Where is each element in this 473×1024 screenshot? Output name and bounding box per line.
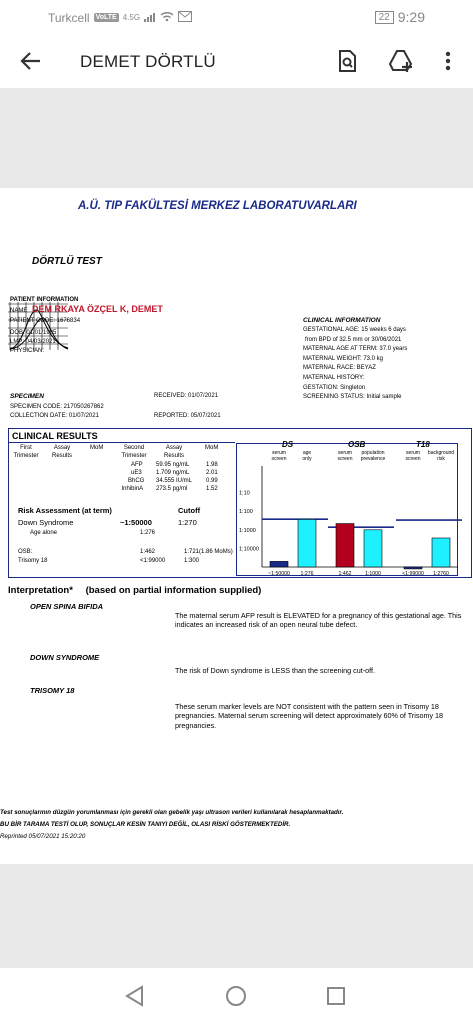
- risk-heading: Risk Assessment (at term): [18, 506, 112, 515]
- analyte-value: 273.5 pg/ml: [156, 486, 188, 492]
- analyte-name: BhCG: [128, 478, 145, 484]
- bar-series-label: prevalence: [360, 456, 386, 462]
- bar-tick-label: 1:462: [338, 571, 352, 577]
- patient-section-label: PATIENT INFORMATION: [10, 297, 79, 303]
- name-label: NAME: [10, 308, 28, 314]
- y-tick-label: 1:100: [239, 509, 253, 516]
- drive-add-icon[interactable]: [388, 48, 414, 74]
- app-bar: [0, 36, 473, 88]
- risk-cutoff: 1:270: [178, 518, 197, 527]
- analyte-value: 1.709 ng/mL: [156, 470, 190, 476]
- more-vertical-icon[interactable]: [435, 48, 461, 74]
- bar-series-label: population: [361, 450, 385, 456]
- patient-lmp: LMP: 04/03/2021: [10, 339, 56, 345]
- bar-tick-label: <1:99000: [402, 571, 424, 577]
- risk-bar: [336, 524, 354, 567]
- interpretation-section-title: TRISOMY 18: [30, 686, 75, 695]
- chart-group-title: OSB: [348, 440, 366, 449]
- risk-cutoff: 1:300: [184, 558, 200, 564]
- square-recent-icon[interactable]: [326, 986, 346, 1011]
- bar-tick-label: 1:276: [300, 571, 314, 577]
- clinical-results-title: CLINICAL RESULTS: [12, 431, 98, 441]
- analyte-mom: 0.99: [206, 478, 218, 484]
- analyte-name: InhibinA: [121, 486, 144, 492]
- interpretation-section-text: The risk of Down syndrome is LESS than the screening cut-off.: [175, 666, 376, 675]
- results-divider: [8, 442, 235, 443]
- risk-value: 1:462: [140, 549, 156, 555]
- collection-date: COLLECTION DATE: 01/07/2021: [10, 413, 99, 419]
- risk-label: Age alone: [30, 530, 58, 536]
- analyte-value: 59.95 ng/mL: [156, 462, 190, 468]
- analyte-name: AFP: [131, 462, 143, 468]
- risk-value: 1:276: [140, 530, 156, 536]
- test-name: DÖRTLÜ TEST: [32, 256, 102, 267]
- second-trimester-header: Second Trimester: [121, 445, 147, 459]
- risk-value: ~1:50000: [120, 518, 152, 527]
- interpretation-section-text: These serum marker levels are NOT consistent with the pattern seen in Trisomy 18 pregnancies. Maternal serum screening will detect approximately 60% of Trisomy 18 pregnancies.: [175, 702, 444, 730]
- bar-series-label: screen: [337, 456, 353, 462]
- patient-name: DEM RKAYA ÖZÇEL K, DEMET: [32, 304, 163, 314]
- mail-icon: [178, 11, 192, 25]
- specimen-section-label: SPECIMEN: [10, 393, 44, 400]
- assay-results-header-1: Assay Results: [51, 445, 72, 459]
- clinical-info-line: SCREENING STATUS: Initial sample: [303, 394, 402, 401]
- document-search-icon[interactable]: [334, 48, 360, 74]
- bar-series-label: risk: [437, 456, 445, 462]
- network-type: 4.5G: [122, 13, 141, 22]
- bar-series-label: background: [427, 450, 455, 456]
- system-nav-bar: [0, 968, 473, 1024]
- clinical-info-line: MATERNAL RACE: BEYAZ: [303, 365, 376, 372]
- y-tick-label: 1:10: [239, 490, 250, 497]
- risk-label: OSB:: [18, 549, 33, 555]
- risk-bar: [270, 561, 288, 567]
- interpretation-heading: [8, 585, 261, 596]
- cutoff-heading: Cutoff: [178, 506, 201, 515]
- reported-date: REPORTED: 05/07/2021: [154, 413, 221, 419]
- clinical-info-line: GESTATION: Singleton: [303, 384, 366, 391]
- chart-group-title: T18: [416, 440, 430, 449]
- triangle-back-icon[interactable]: [124, 985, 146, 1012]
- status-left: [48, 10, 192, 25]
- risk-bar: [404, 567, 422, 569]
- bar-series-label: serum: [406, 450, 420, 456]
- battery-icon: 22: [375, 11, 394, 24]
- y-tick-label: 1:10000: [239, 546, 259, 553]
- clinical-info-line: GESTATIONAL AGE: 15 weeks 6 days: [303, 327, 406, 333]
- reprinted-timestamp: Reprinted 05/07/2021 15:20:20: [0, 833, 86, 840]
- document-title: DEMET DÖRTLÜ: [80, 52, 216, 71]
- bar-series-label: serum: [338, 450, 352, 456]
- clinical-info-line: MATERNAL WEIGHT: 73.0 kg: [303, 355, 384, 362]
- risk-label: Down Syndrome: [18, 518, 74, 527]
- bar-series-label: age: [302, 450, 312, 456]
- clinical-info-line: MATERNAL HISTORY:: [303, 375, 365, 381]
- interpretation-subtitle: (based on partial information supplied): [85, 585, 262, 596]
- analyte-value: 34.555 IU/mL: [156, 478, 193, 484]
- mom-header-1: MoM: [90, 445, 104, 451]
- circle-home-icon[interactable]: [225, 985, 247, 1012]
- footer-note-2: BU BİR TARAMA TESTİ OLUP, SONUÇLAR KESİN TANIYI DEĞİL, OLASI RİSKİ GÖSTERMEKTEDİR.: [0, 821, 291, 828]
- carrier-name: Turkcell: [48, 10, 90, 25]
- risk-cutoff: 1:721(1.86 MoMs): [184, 549, 233, 555]
- bar-series-label: serum: [272, 450, 286, 456]
- wifi-icon: [160, 10, 174, 25]
- patient-physician: PHYSICIAN:: [10, 348, 45, 354]
- volte-badge: VoLTE: [95, 14, 117, 21]
- chart-group-title: DS: [282, 440, 294, 449]
- received-date: RECEIVED: 01/07/2021: [154, 393, 219, 399]
- patient-code: PATIENT CODE: 1676834: [10, 318, 81, 324]
- interpretation-section-title: OPEN SPINA BIFIDA: [30, 602, 104, 611]
- analyte-mom: 2.01: [206, 470, 218, 476]
- analyte-name: uE3: [131, 470, 142, 476]
- risk-chart: [236, 438, 472, 580]
- interpretation-section-title: DOWN SYNDROME: [30, 653, 100, 662]
- interpretation-section-text: The maternal serum AFP result is ELEVATED for a pregnancy of this gestational age. This indicates an increased risk of an open neural tube defect.: [175, 611, 462, 630]
- assay-results-header-2: Assay Results: [163, 445, 184, 459]
- clinical-info-line: from BPD of 32.5 mm or 30/06/2021: [305, 336, 402, 343]
- bar-tick-label: 1:1000: [365, 571, 381, 577]
- status-right: [375, 9, 425, 25]
- interpretation-title: Interpretation*: [8, 585, 73, 596]
- analyte-mom: 1.98: [206, 462, 218, 468]
- bar-series-label: screen: [405, 456, 421, 462]
- first-trimester-header: First Trimester: [13, 445, 39, 459]
- analyte-mom: 1.52: [206, 486, 218, 492]
- risk-bar: [298, 519, 316, 567]
- lab-title: A.Ü. TIP FAKÜLTESİ MERKEZ LABORATUVARLARI: [78, 200, 357, 212]
- bar-series-label: screen: [271, 456, 287, 462]
- arrow-left-icon[interactable]: [18, 48, 44, 78]
- patient-dob: DOB: 01/01/1985: [10, 330, 57, 336]
- document-viewer[interactable]: [0, 88, 473, 968]
- specimen-code: SPECIMEN CODE: 217050267862: [10, 404, 104, 410]
- mom-header-2: MoM: [205, 445, 219, 451]
- clinical-section-label: CLINICAL INFORMATION: [303, 317, 381, 324]
- risk-value: <1:99000: [140, 558, 166, 564]
- bar-series-label: only: [302, 456, 312, 462]
- bar-tick-label: ~1:50000: [268, 571, 290, 577]
- risk-bar: [432, 538, 450, 567]
- bar-tick-label: 1:2760: [433, 571, 449, 577]
- signal-icon: [144, 11, 156, 25]
- risk-bar: [364, 530, 382, 567]
- clinical-info-line: MATERNAL AGE AT TERM: 37.0 years: [303, 346, 408, 353]
- status-bar: [0, 0, 473, 36]
- clock: 9:29: [397, 9, 425, 25]
- y-tick-label: 1:1000: [239, 527, 256, 534]
- risk-label: Trisomy 18: [18, 558, 48, 564]
- footer-note-1: Test sonuçlarının düzgün yorumlanması için gerekli olan gebelik yaşı ultrason verileri kullanılarak hesaplanmaktadır.: [0, 809, 344, 816]
